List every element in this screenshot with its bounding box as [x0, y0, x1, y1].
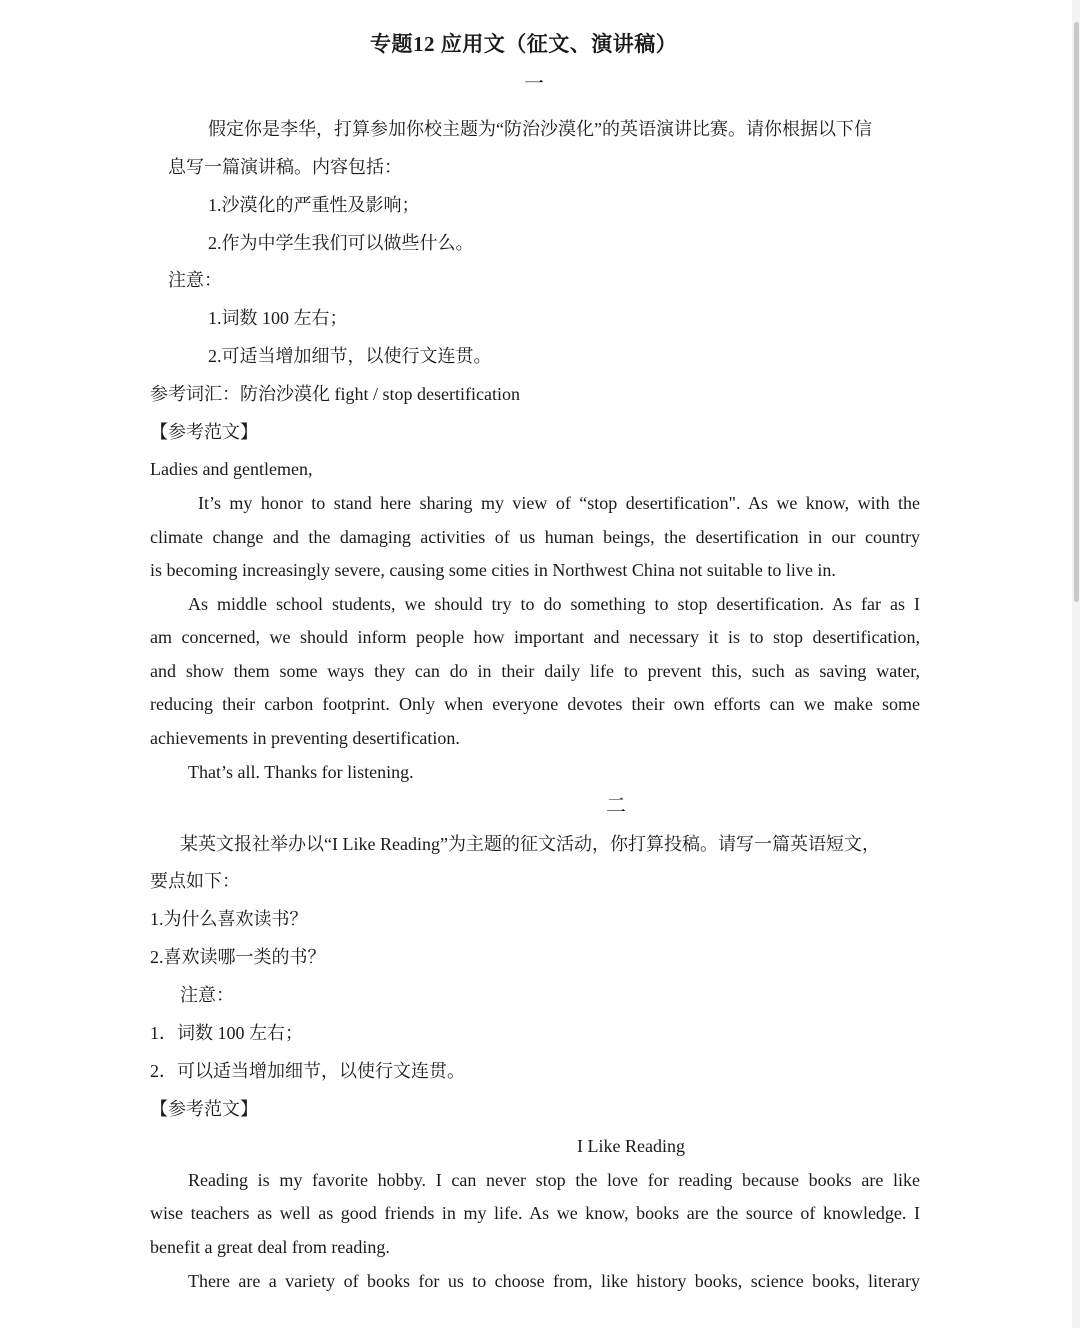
note-item: 1．词数 100 左右；: [150, 1023, 303, 1043]
section-number-2: 二: [606, 795, 626, 817]
essay-line: am concerned, we should inform people how important and necessary it is to stop desertification,: [150, 627, 920, 647]
essay-line: achievements in preventing desertification.: [150, 728, 460, 748]
prompt-line: 要点如下：: [150, 871, 240, 891]
essay-line: It’s my honor to stand here sharing my view of “stop desertification". As we know, with the: [198, 493, 920, 513]
prompt-line: 息写一篇演讲稿。内容包括：: [168, 157, 402, 177]
sample-label: 【参考范文】: [150, 422, 258, 442]
essay-line: is becoming increasingly severe, causing some cities in Northwest China not suitable to live in.: [150, 560, 836, 580]
content-point: 1.沙漠化的严重性及影响；: [208, 195, 420, 215]
content-point: 1.为什么喜欢读书？: [150, 909, 308, 929]
note-item: 2．可以适当增加细节，以使行文连贯。: [150, 1061, 465, 1081]
prompt-line: 假定你是李华，打算参加你校主题为“防治沙漠化”的英语演讲比赛。请你根据以下信: [208, 119, 872, 139]
notes-label: 注意：: [168, 270, 222, 290]
essay-line: reducing their carbon footprint. Only when everyone devotes their own efforts can we make some: [150, 694, 920, 714]
essay-title: I Like Reading: [577, 1136, 685, 1156]
essay-line: There are a variety of books for us to choose from, like history books, science books, literary: [188, 1271, 920, 1291]
note-item: 2.可适当增加细节，以使行文连贯。: [208, 346, 492, 366]
essay-line: As middle school students, we should try to do something to stop desertification. As far as I: [188, 594, 920, 614]
essay-line: Reading is my favorite hobby. I can never stop the love for reading because books are like: [188, 1170, 920, 1190]
vertical-scrollbar[interactable]: [1072, 0, 1080, 1328]
content-point: 2.喜欢读哪一类的书？: [150, 947, 326, 967]
section-number-1: 一: [524, 73, 544, 95]
vocabulary-hint: 参考词汇：防治沙漠化 fight / stop desertification: [150, 384, 520, 404]
scrollbar-thumb[interactable]: [1074, 22, 1079, 602]
essay-line: That’s all. Thanks for listening.: [188, 762, 414, 782]
essay-line: Ladies and gentlemen,: [150, 459, 313, 479]
note-item: 1.词数 100 左右；: [208, 308, 348, 328]
essay-line: benefit a great deal from reading.: [150, 1237, 390, 1257]
essay-line: and show them some ways they can do in their daily life to prevent this, such as saving water,: [150, 661, 920, 681]
essay-line: wise teachers as well as good friends in my life. As we know, books are the source of knowledge. I: [150, 1203, 920, 1223]
notes-label: 注意：: [180, 985, 234, 1005]
sample-label: 【参考范文】: [150, 1099, 258, 1119]
page-title: 专题12 应用文（征文、演讲稿）: [370, 32, 678, 56]
prompt-line: 某英文报社举办以“I Like Reading”为主题的征文活动，你打算投稿。请写一篇英语短文，: [180, 834, 880, 854]
essay-line: climate change and the damaging activities of us human beings, the desertification in our country: [150, 527, 920, 547]
content-point: 2.作为中学生我们可以做些什么。: [208, 233, 474, 253]
